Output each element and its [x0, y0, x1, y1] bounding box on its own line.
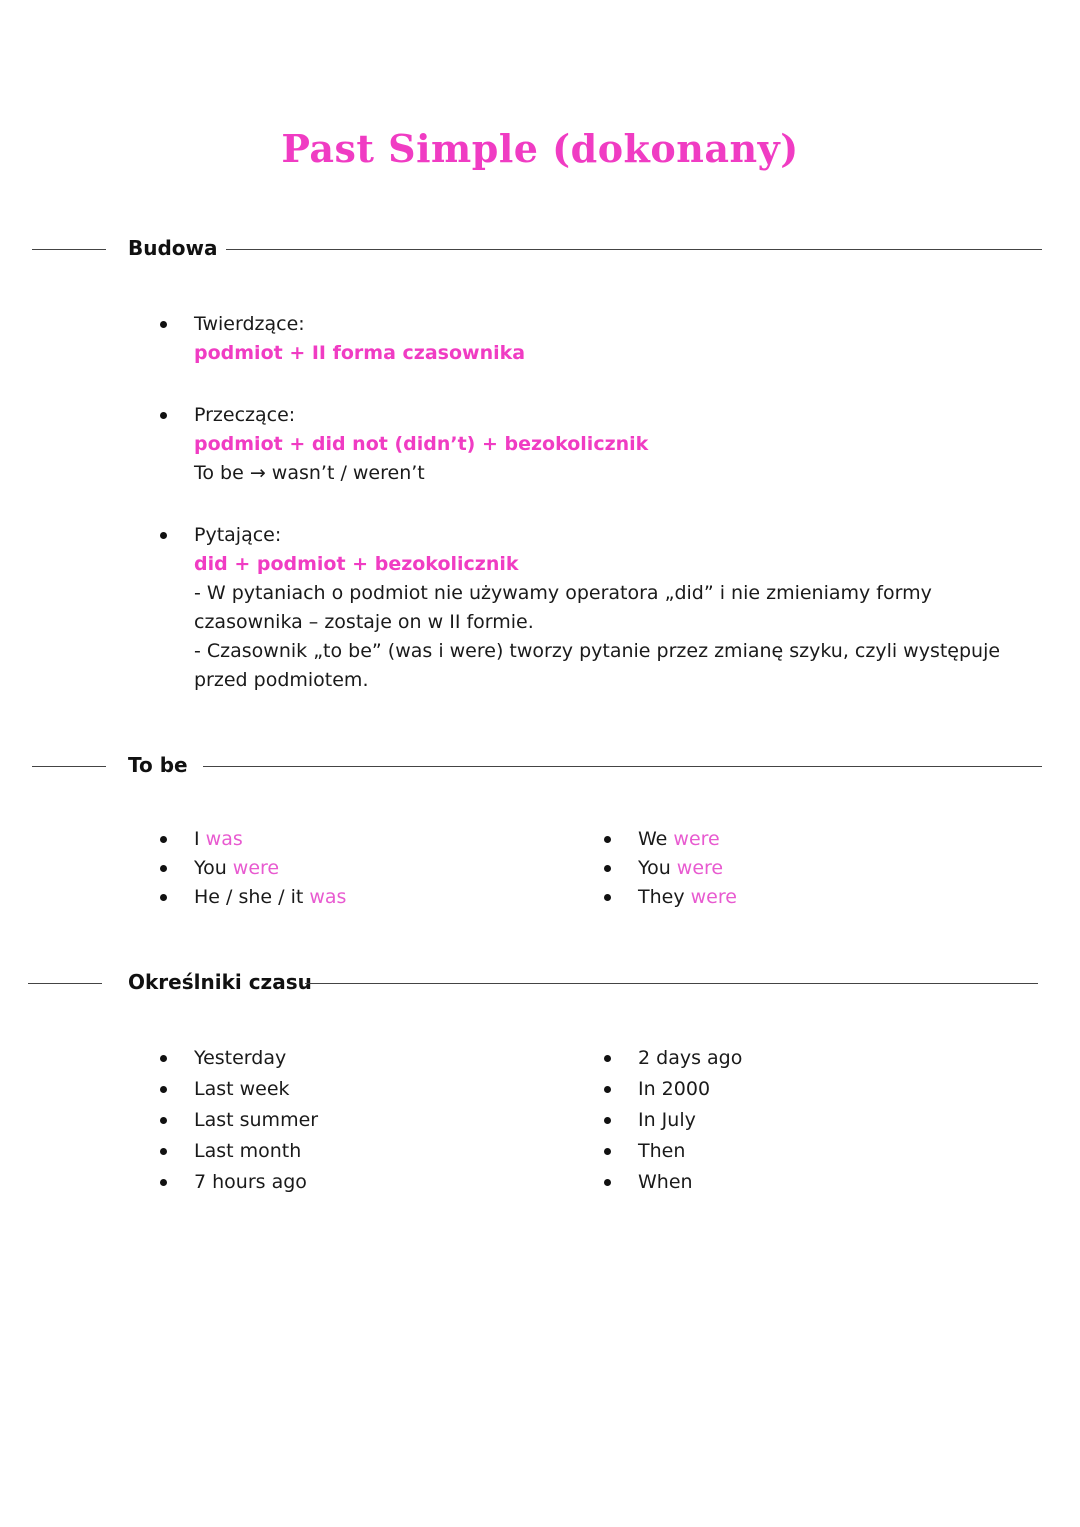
question-note-line: przed podmiotem. [194, 669, 369, 691]
list-item [160, 1105, 318, 1136]
time-expression: Yesterday [194, 1047, 287, 1069]
negative-label: Przeczące: [194, 404, 296, 426]
list-item [160, 1074, 318, 1105]
affirmative-formula: podmiot + II forma czasownika [194, 342, 526, 364]
time-expression: Last summer [194, 1109, 319, 1131]
list-item [160, 883, 346, 912]
subject: They [638, 886, 685, 908]
divider-line [203, 766, 1042, 767]
bullet-icon [604, 1148, 611, 1155]
list-item [604, 1136, 742, 1167]
list-item [604, 883, 737, 912]
section-label-time-expressions: Określniki czasu [128, 970, 312, 994]
divider-line [28, 983, 102, 984]
divider-line [226, 249, 1042, 250]
time-expressions-list-right [604, 1043, 742, 1198]
time-expression: Then [638, 1140, 686, 1162]
bullet-icon [160, 836, 167, 843]
verb: was [309, 886, 347, 908]
bullet-icon [604, 836, 611, 843]
negative-block [160, 401, 648, 488]
bullet-icon [604, 1086, 611, 1093]
section-label-to-be: To be [128, 753, 188, 777]
list-item [604, 825, 737, 854]
question-note-line: - Czasownik „to be” (was i were) tworzy pytanie przez zmianę szyku, czyli występuje [194, 640, 1001, 662]
affirmative-label: Twierdzące: [194, 313, 305, 335]
time-expression: Last month [194, 1140, 302, 1162]
list-item [160, 825, 346, 854]
subject: I [194, 828, 200, 850]
bullet-icon [604, 1055, 611, 1062]
divider-line [32, 249, 106, 250]
verb: were [232, 857, 280, 879]
time-expression: 7 hours ago [194, 1171, 307, 1193]
time-expression: In 2000 [638, 1078, 711, 1100]
bullet-icon [160, 1179, 167, 1186]
question-formula: did + podmiot + bezokolicznik [194, 553, 519, 575]
verb: were [673, 828, 720, 850]
affirmative-block [160, 310, 525, 368]
list-item [604, 1167, 742, 1198]
bullet-icon [160, 321, 167, 328]
section-heading-budowa [0, 234, 1080, 264]
bullet-icon [160, 1055, 167, 1062]
subject: We [638, 828, 668, 850]
time-expression: When [638, 1171, 693, 1193]
time-expression: In July [638, 1109, 696, 1131]
section-heading-to-be [0, 751, 1080, 781]
bullet-icon [604, 1179, 611, 1186]
list-item [604, 1043, 742, 1074]
time-expressions-list-left [160, 1043, 318, 1198]
to-be-list-left [160, 825, 346, 912]
list-item [604, 1074, 742, 1105]
bullet-icon [160, 865, 167, 872]
list-item [160, 1136, 318, 1167]
negative-note: To be → wasn’t / weren’t [194, 462, 425, 484]
section-heading-time-expressions [0, 968, 1080, 998]
time-expression: Last week [194, 1078, 290, 1100]
subject: You [638, 857, 671, 879]
verb: were [690, 886, 737, 908]
page-title: Past Simple (dokonany) [281, 126, 799, 171]
list-item [160, 310, 525, 368]
bullet-icon [160, 532, 167, 539]
list-item [160, 854, 346, 883]
bullet-icon [160, 1148, 167, 1155]
question-block [160, 521, 1000, 695]
list-item [604, 1105, 742, 1136]
list-item [160, 401, 648, 488]
time-expression: 2 days ago [638, 1047, 743, 1069]
question-label: Pytające: [194, 524, 282, 546]
bullet-icon [604, 865, 611, 872]
bullet-icon [160, 894, 167, 901]
bullet-icon [604, 1117, 611, 1124]
to-be-list-right [604, 825, 737, 912]
verb: were [676, 857, 724, 879]
subject: You [194, 857, 227, 879]
divider-line [305, 983, 1038, 984]
negative-formula: podmiot + did not (didn’t) + bezokolicznik [194, 433, 649, 455]
question-note-line: czasownika – zostaje on w II formie. [194, 611, 534, 633]
question-note-line: - W pytaniach o podmiot nie używamy operatora „did” i nie zmieniamy formy [194, 582, 932, 604]
bullet-icon [160, 1117, 167, 1124]
verb: was [205, 828, 243, 850]
list-item [160, 521, 1000, 695]
section-label-budowa: Budowa [128, 236, 218, 260]
divider-line [32, 766, 106, 767]
bullet-icon [160, 1086, 167, 1093]
list-item [160, 1167, 318, 1198]
list-item [604, 854, 737, 883]
bullet-icon [160, 412, 167, 419]
bullet-icon [604, 894, 611, 901]
list-item [160, 1043, 318, 1074]
subject: He / she / it [194, 886, 304, 908]
